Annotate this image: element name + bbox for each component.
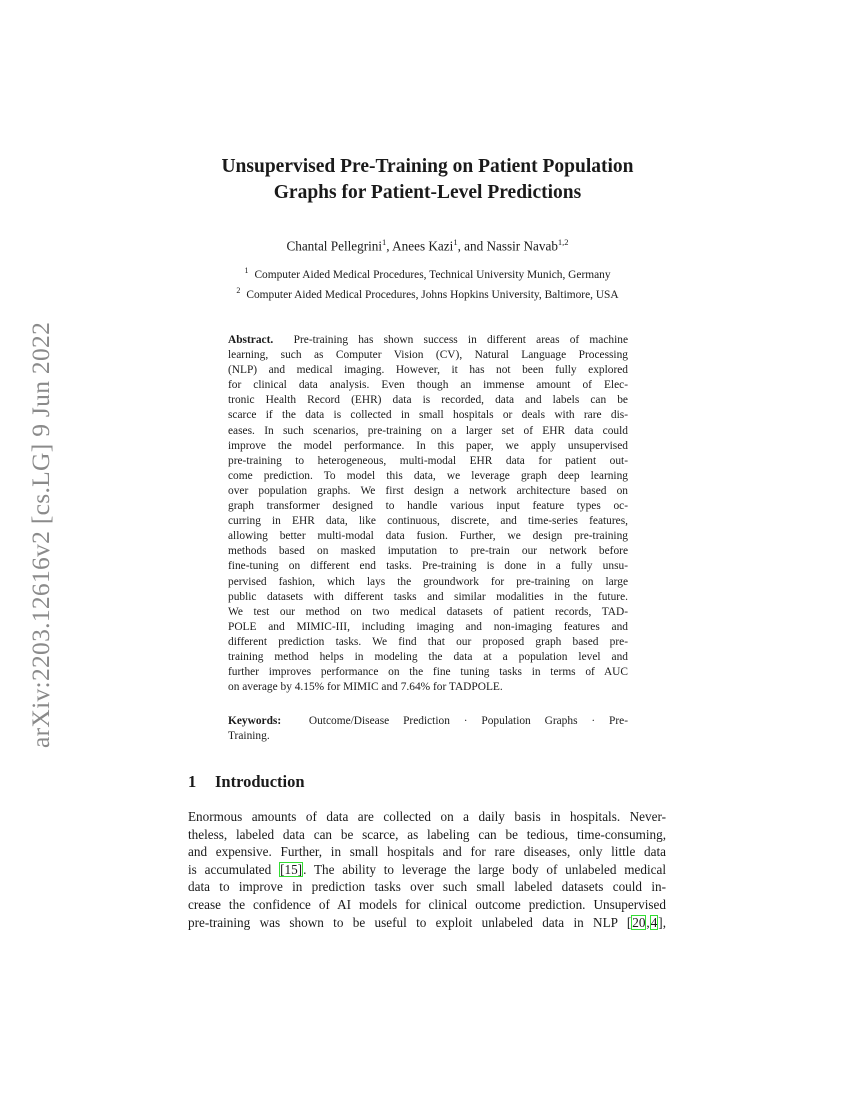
abstract-line: over population graphs. We first design a network architecture based on	[228, 484, 628, 497]
affiliation-line	[150, 263, 705, 283]
author-name: Chantal Pellegrini	[286, 238, 383, 254]
citation-bracket: ]	[658, 914, 663, 930]
body-line: theless, labeled data can be scarce, as labeling can be tedious, time-consuming,	[188, 826, 666, 842]
body-line: Enormous amounts of data are collected on a daily basis in hospitals. Never-	[188, 809, 666, 824]
abstract-line: training method helps in modeling the data at a population level and	[228, 650, 628, 663]
abstract-line: eases. In such scenarios, pre-training on a larger set of EHR data could	[228, 424, 628, 437]
abstract-line: on average by 4.15% for MIMIC and 7.64% for TADPOLE.	[228, 681, 503, 694]
keywords-text: Outcome/Disease Prediction · Population Graphs · Pre-	[308, 715, 628, 727]
section-heading	[188, 772, 305, 792]
abstract-line	[228, 333, 628, 348]
author-separator: ,	[386, 238, 393, 254]
body-line: and expensive. Further, in small hospitals and for rare diseases, only little data	[188, 844, 666, 860]
abstract-line: methods based on masked imputation to pre-train our network before	[228, 545, 628, 558]
abstract-line: improve the model performance. In this paper, we apply unsupervised	[228, 439, 628, 452]
abstract-line: fine-tuning on different end tasks. Pre-training is done in a fully unsu-	[228, 560, 628, 573]
abstract-line: POLE and MIMIC-III, including imaging and non-imaging features and	[228, 620, 628, 633]
abstract-line: pervised fashion, which lays the groundwork for pre-training on large	[228, 575, 628, 588]
body-line	[188, 861, 666, 879]
abstract-line: for clinical data analysis. Even though an immense amount of Elec-	[228, 379, 628, 392]
body-line: data to improve in prediction tasks over such small labeled datasets could in-	[188, 879, 666, 895]
keywords-line	[228, 714, 628, 729]
author-affil-sup: 1	[453, 237, 458, 247]
abstract-line: We test our method on two medical datasets of patient records, TAD-	[228, 605, 628, 618]
abstract-line: pre-training to heterogeneous, multi-modal EHR data for patient out-	[228, 454, 628, 467]
author-separator: , and	[457, 238, 487, 254]
body-text: is accumulated	[188, 861, 280, 877]
author-affil-sup: 1	[382, 237, 387, 247]
citation-link[interactable]: 4	[650, 914, 658, 930]
affiliations	[150, 263, 705, 303]
abstract-line: learning, such as Computer Vision (CV), Natural Language Processing	[228, 349, 628, 362]
affiliation-number: 2	[236, 285, 241, 295]
abstract-label: Abstract.	[228, 334, 274, 346]
body-line: crease the confidence of AI models for clinical outcome prediction. Unsupervised	[188, 896, 666, 912]
title-line-2: Graphs for Patient-Level Predictions	[273, 182, 582, 203]
citation-link[interactable]: [15]	[280, 861, 303, 877]
author-name: Nassir Navab	[486, 238, 558, 254]
abstract-line: curring in EHR data, like continuous, discrete, and time-series features,	[228, 515, 628, 528]
abstract-line: graph transformer designed to handle various input feature types oc-	[228, 500, 628, 513]
keywords-line: Training.	[228, 730, 270, 743]
body-text: pre-training was shown to be useful to exploit unlabeled data in NLP	[188, 914, 627, 930]
introduction-paragraph	[188, 808, 666, 931]
citation-link[interactable]: 20	[632, 914, 646, 930]
abstract-text: Pre-training has shown success in different areas of machine	[293, 334, 628, 346]
affiliation-text: Computer Aided Medical Procedures, Technical University Munich, Germany	[254, 268, 611, 281]
author-list	[150, 233, 705, 255]
abstract-line: tronic Health Record (EHR) data is recorded, data and labels can be	[228, 394, 628, 407]
abstract-line: different prediction tasks. We find that our proposed graph based pre-	[228, 635, 628, 648]
affiliation-line	[150, 283, 705, 303]
abstract-line: scarce if the data is collected in small hospitals or deals with rare dis-	[228, 409, 628, 422]
abstract-line: allowing better multi-modal data fusion. Further, we design pre-training	[228, 530, 628, 543]
keywords-label: Keywords:	[228, 715, 282, 727]
citation-separator: ,	[646, 914, 650, 930]
citation-bracket: [	[626, 914, 632, 930]
body-text: ,	[662, 914, 666, 930]
paper-title	[150, 154, 705, 206]
keywords	[228, 714, 628, 744]
abstract-line: public datasets with different tasks and similar modalities in the future.	[228, 590, 628, 603]
body-line	[188, 914, 666, 932]
abstract-line: further improves performance on the fine tuning tasks in terms of AUC	[228, 666, 628, 679]
abstract-line: (NLP) and medical imaging. However, it has not been fully explored	[228, 364, 628, 377]
section-number: 1	[188, 772, 197, 791]
abstract	[228, 333, 628, 695]
affiliation-text: Computer Aided Medical Procedures, Johns Hopkins University, Baltimore, USA	[246, 288, 619, 301]
body-text: . The ability to leverage the large body of unlabeled medical	[303, 861, 667, 877]
affiliation-number: 1	[244, 266, 249, 275]
author-name: Anees Kazi	[392, 238, 454, 254]
section-title: Introduction	[215, 772, 305, 791]
author-affil-sup: 1,2	[557, 237, 569, 247]
arxiv-identifier: arXiv:2203.12616v2 [cs.LG] 9 Jun 2022	[26, 321, 55, 749]
title-line-1: Unsupervised Pre-Training on Patient Population	[221, 156, 634, 177]
abstract-line: come prediction. To model this data, we leverage graph deep learning	[228, 469, 628, 482]
